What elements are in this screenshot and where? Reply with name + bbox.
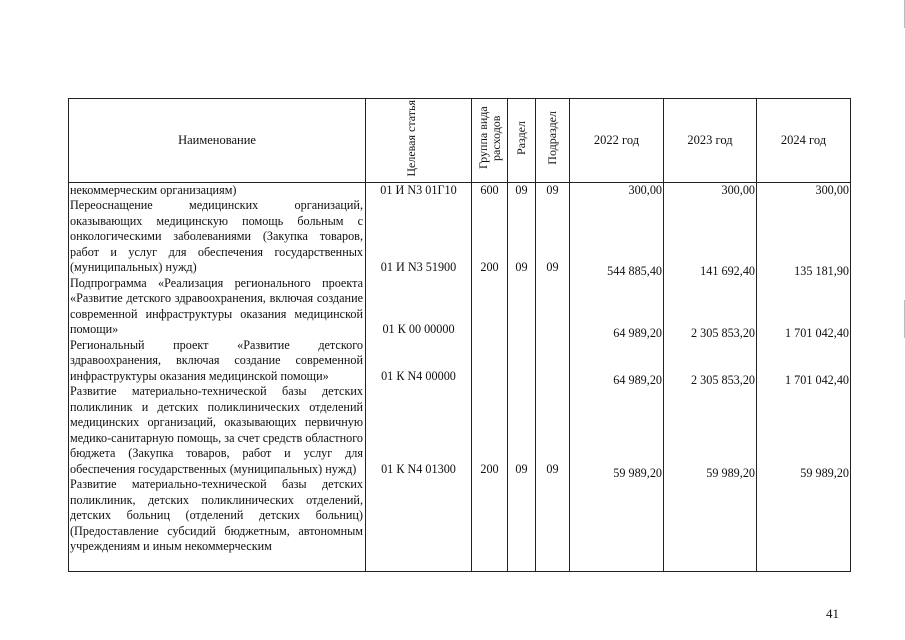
row-name: Подпрограмма «Реализация регионального проекта «Развитие детского здравоохранения, включая создание современной инфраструктуры оказания медицинской помощи»: [69, 276, 366, 338]
row-section: [508, 276, 536, 338]
row-target-article: 01 И N3 51900: [366, 198, 472, 276]
header-year-2024: 2024 год: [757, 99, 851, 183]
row-amount-2022: [570, 477, 664, 572]
header-expense-group: Группа вида расходов: [472, 99, 508, 183]
row-expense-group: [472, 477, 508, 572]
row-name: Региональный проект «Развитие детского здравоохранения, включая создание современной инфраструктуры оказания медицинской помощи»: [69, 338, 366, 385]
row-expense-group: [472, 338, 508, 385]
row-section: 09: [508, 198, 536, 276]
header-year-2022: 2022 год: [570, 99, 664, 183]
header-year-2023: 2023 год: [664, 99, 757, 183]
row-subsection: 09: [536, 384, 570, 477]
header-target-article: Целевая статья: [366, 99, 472, 183]
row-amount-2024: 300,00: [757, 182, 851, 198]
row-section: 09: [508, 182, 536, 198]
row-target-article: 01 К N4 00000: [366, 338, 472, 385]
budget-table: [68, 98, 851, 572]
table-row: [69, 276, 851, 338]
row-name: Развитие материально-технической базы детских поликлиник, детских поликлинических отделений, детских больниц (отделений детских больниц) (Предоставление субсидий бюджетным, автономным учреждениям и иным некоммерческим: [69, 477, 366, 572]
row-section: [508, 338, 536, 385]
row-amount-2022: 544 885,40: [570, 198, 664, 276]
row-section: [508, 477, 536, 572]
row-amount-2024: 1 701 042,40: [757, 338, 851, 385]
row-name: некоммерческим организациям): [69, 182, 366, 198]
row-amount-2022: 59 989,20: [570, 384, 664, 477]
row-amount-2023: 2 305 853,20: [664, 338, 757, 385]
row-amount-2024: [757, 477, 851, 572]
row-amount-2023: 141 692,40: [664, 198, 757, 276]
row-amount-2022: 300,00: [570, 182, 664, 198]
table-row: [69, 198, 851, 276]
row-expense-group: [472, 276, 508, 338]
table-row: [69, 338, 851, 385]
row-expense-group: 200: [472, 198, 508, 276]
header-name: Наименование: [69, 99, 366, 183]
row-expense-group: 600: [472, 182, 508, 198]
row-subsection: [536, 276, 570, 338]
row-target-article: 01 К N4 01300: [366, 384, 472, 477]
row-amount-2023: 59 989,20: [664, 384, 757, 477]
row-name: Переоснащение медицинских организаций, оказывающих медицинскую помощь больным с онкологическими заболеваниями (Закупка товаров, работ и услуг для обеспечения государственных (муниципальных) нужд): [69, 198, 366, 276]
row-target-article: 01 И N3 01Г10: [366, 182, 472, 198]
row-amount-2022: 64 989,20: [570, 276, 664, 338]
header-subsection: Подраздел: [536, 99, 570, 183]
table-header-row: [69, 99, 851, 183]
row-subsection: 09: [536, 198, 570, 276]
row-target-article: [366, 477, 472, 572]
table-row: [69, 477, 851, 572]
table-row: [69, 384, 851, 477]
row-amount-2024: 59 989,20: [757, 384, 851, 477]
row-amount-2023: 300,00: [664, 182, 757, 198]
row-expense-group: 200: [472, 384, 508, 477]
row-name: Развитие материально-технической базы детских поликлиник и детских поликлинических отделений медицинских организаций, оказывающих первичную медико-санитарную помощь, за счет средств областного бюджета (Закупка товаров, работ и услуг для обеспечения государственных (муниципальных) нужд): [69, 384, 366, 477]
table-row: [69, 182, 851, 198]
page-number: 41: [826, 606, 839, 621]
row-amount-2024: 135 181,90: [757, 198, 851, 276]
row-amount-2022: 64 989,20: [570, 338, 664, 385]
row-subsection: 09: [536, 182, 570, 198]
row-subsection: [536, 338, 570, 385]
row-amount-2023: 2 305 853,20: [664, 276, 757, 338]
row-section: 09: [508, 384, 536, 477]
row-target-article: 01 К 00 00000: [366, 276, 472, 338]
row-amount-2024: 1 701 042,40: [757, 276, 851, 338]
header-section: Раздел: [508, 99, 536, 183]
row-subsection: [536, 477, 570, 572]
row-amount-2023: [664, 477, 757, 572]
